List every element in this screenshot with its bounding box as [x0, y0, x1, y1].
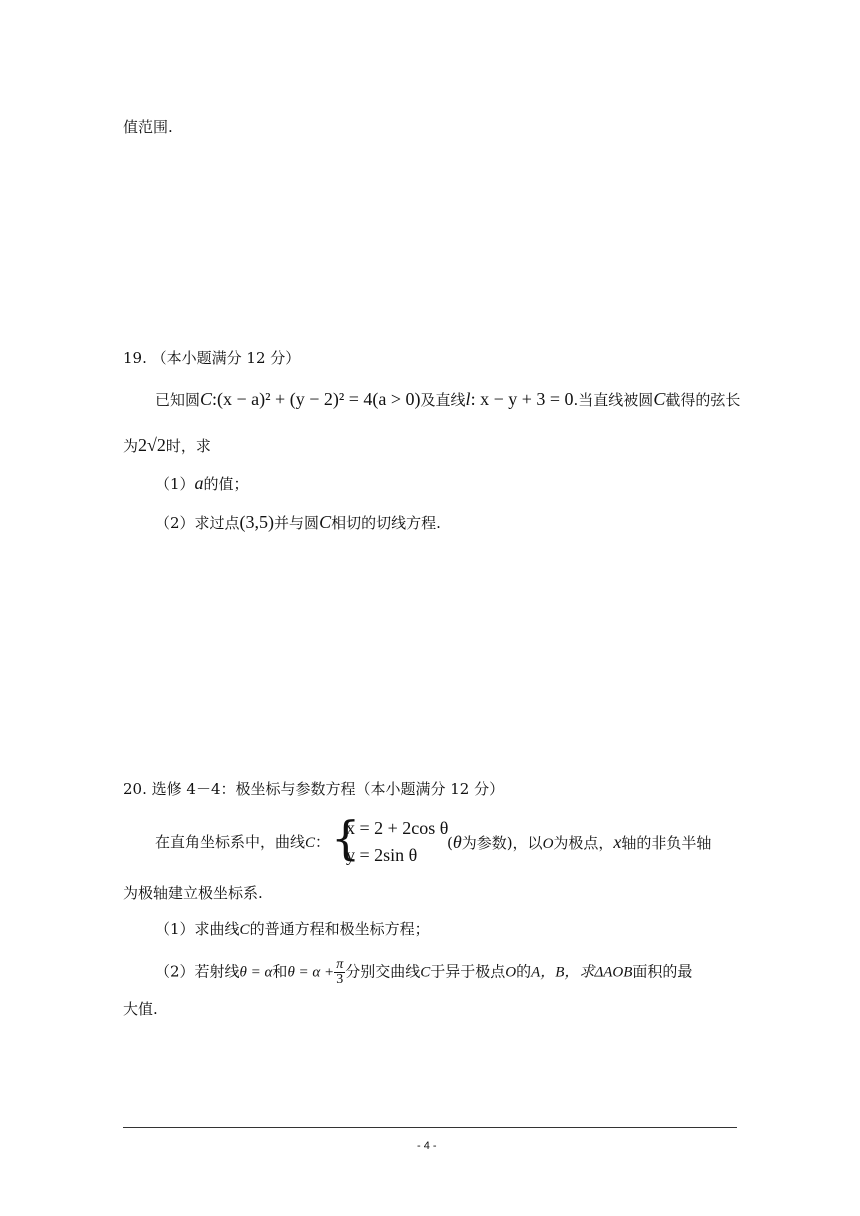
- circle-equation: :(x − a)² + (y − 2)² = 4(a > 0): [212, 389, 421, 409]
- stem-text: .当直线被圆: [573, 391, 654, 409]
- part-label: （2）若射线: [155, 962, 240, 981]
- curve-name: C: [420, 964, 431, 981]
- question-score-note: （本小题满分 12 分）: [151, 349, 301, 367]
- question-20-last-line: 大值.: [123, 1000, 158, 1018]
- circle-name: C: [319, 512, 332, 532]
- parametric-equation-y: y = 2sin θ: [346, 845, 418, 865]
- circle-name: C: [200, 389, 213, 409]
- system-brace: {: [331, 811, 361, 865]
- question-19-part-2: [155, 512, 441, 533]
- page-number: - 4 -: [417, 1140, 437, 1152]
- stem-text: 在直角坐标系中，曲线: [155, 833, 306, 851]
- question-20-part-1: [155, 919, 430, 940]
- question-19-part-1: [155, 473, 249, 494]
- curve-name: C: [305, 835, 316, 851]
- stem-text: 截得的弦长: [665, 391, 741, 409]
- question-score-note: 选修 4－4：极坐标与参数方程（本小题满分 12 分）: [151, 780, 505, 798]
- question-19-heading: [123, 348, 300, 368]
- line-equation: : x − y + 3 = 0: [470, 389, 574, 409]
- previous-question-tail: 值范围.: [123, 118, 173, 136]
- points: A，B，求: [531, 964, 595, 981]
- part-text: 的值；: [203, 475, 249, 493]
- chord-length: 2√2: [138, 435, 166, 455]
- question-20-heading: [123, 779, 504, 799]
- part-text: 于异于极点: [430, 962, 506, 981]
- part-text: 分别交曲线: [345, 962, 421, 981]
- part-text: 相切的切线方程.: [331, 514, 441, 532]
- question-19-stem: [155, 389, 740, 410]
- point: (3,5): [239, 512, 275, 532]
- fraction-pi-over-3: [334, 958, 345, 987]
- fraction-denominator: 3: [336, 972, 344, 987]
- parametric-equation-x: x = 2 + 2cos θ: [346, 818, 449, 838]
- part-text: 面积的最: [632, 962, 693, 981]
- stem-text: 轴的非负半轴: [621, 834, 712, 852]
- part-label: （2）求过点: [155, 514, 240, 532]
- part-text: 的普通方程和极坐标方程；: [249, 920, 430, 938]
- theta: θ: [452, 832, 462, 852]
- stem-text: 时，求: [165, 437, 211, 455]
- variable-a: a: [194, 473, 204, 493]
- stem-text: 为极点，: [553, 834, 614, 852]
- stem-text: 已知圆: [155, 391, 201, 409]
- part-label: （1）求曲线: [155, 920, 240, 938]
- stem-text: 为: [123, 437, 139, 455]
- x-variable: x: [613, 832, 622, 852]
- question-19-stem-line2: [123, 435, 211, 456]
- circle-name: C: [653, 389, 666, 409]
- line-name: l: [465, 389, 471, 409]
- fraction-numerator: π: [336, 957, 344, 972]
- part-text: 和: [272, 962, 288, 981]
- question-20-stem-cont: (θ为参数)，以O为极点，x轴的非负半轴: [447, 832, 712, 852]
- part-text: 并与圆: [274, 514, 320, 532]
- ray-2: θ = α +: [287, 964, 335, 981]
- question-20-part-2: [155, 958, 692, 987]
- footer-rule: [123, 1127, 737, 1128]
- pole: O: [542, 836, 554, 852]
- stem-text: 及直线: [420, 391, 466, 409]
- question-20-stem: 在直角坐标系中，曲线C：: [155, 833, 331, 851]
- ray-1: θ = α: [239, 964, 273, 981]
- triangle: ΔAOB: [594, 964, 633, 981]
- stem-text: 为参数)，以: [461, 834, 543, 852]
- question-number: 19.: [123, 349, 147, 367]
- question-20-stem-line2: 为极轴建立极坐标系.: [123, 884, 263, 902]
- part-text: 的: [516, 962, 532, 981]
- pole: O: [505, 964, 517, 981]
- curve-name: C: [239, 922, 250, 938]
- part-label: （1）: [155, 475, 195, 493]
- question-number: 20.: [123, 780, 147, 798]
